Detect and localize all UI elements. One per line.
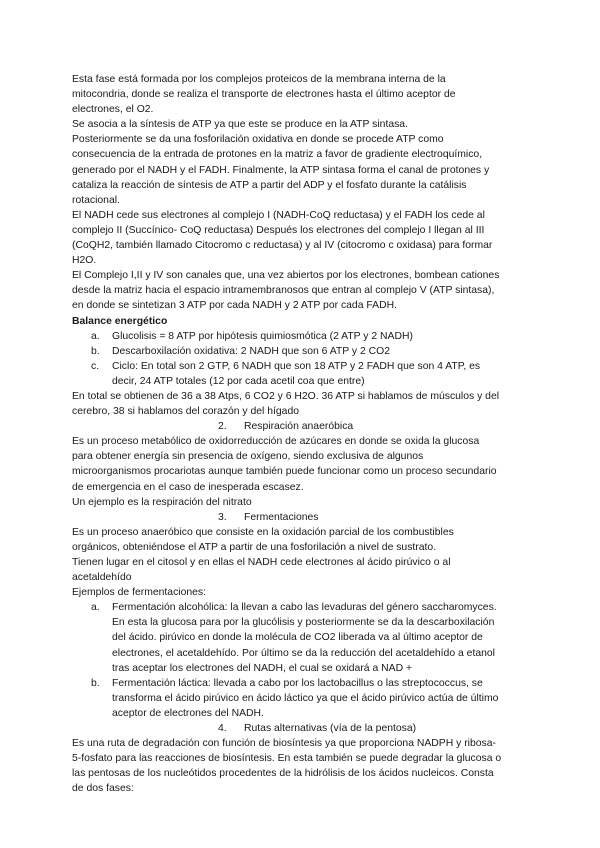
paragraph: Esta fase está formada por los complejos proteicos de la membrana interna de la mitocondria, donde se realiza el transporte de electrones hasta el último aceptor de electrones, el O2. — [72, 74, 456, 116]
list-item — [72, 329, 502, 344]
subsection-heading-anaerobica — [72, 419, 502, 434]
subsection-title: Respiración anaeróbica — [244, 421, 354, 433]
paragraph: Ejemplos de fermentaciones: — [72, 587, 206, 599]
subsection-heading-rutas — [72, 721, 502, 736]
list-item-text: Glucolisis = 8 ATP por hipótesis quimiosmótica (2 ATP y 2 NADH) — [112, 330, 413, 342]
subsection-number: 4. — [218, 723, 227, 735]
paragraph: Se asocia a la síntesis de ATP ya que este se produce en la ATP sintasa. — [72, 119, 408, 131]
list-marker: a. — [91, 602, 100, 614]
list-item-text: Fermentación láctica: llevada a cabo por los lactobacillus o las streptococcus, se transforma el ácido pirúvico en ácido láctico ya que el ácido pirúvico actúa de último aceptor de electrones del NADH. — [112, 677, 499, 719]
list-marker: c. — [91, 360, 100, 372]
paragraph: En total se obtienen de 36 a 38 Atps, 6 CO2 y 6 H2O. 36 ATP si hablamos de músculos y del cerebro, 38 si hablamos del corazón y del hígado — [72, 390, 500, 418]
list-marker: b. — [91, 677, 100, 689]
list-marker: b. — [91, 345, 100, 357]
subsection-number: 2. — [218, 421, 227, 433]
paragraph: Tienen lugar en el citosol y en ellas el NADH cede electrones al ácido pirúvico o al acetaldehído — [72, 557, 451, 584]
list-item-text: Fermentación alcohólica: la llevan a cabo las levaduras del género saccharomyces. En esta la glucosa para por la glucólisis y posteriormente se da la descarboxilación del ácido. pirúvico en donde la molécula de CO2 liberada va al último aceptor de electrones, el acetaldehído. Por último se da la reducción del acetaldehído a etanol tras aceptar los electrones del NADH, el cual se oxidará a NAD + — [112, 602, 497, 674]
document-body — [72, 72, 502, 797]
subsection-number: 3. — [218, 511, 227, 523]
paragraph: Posteriormente se da una fosforilación oxidativa en donde se procede ATP como consecuencia de la entrada de protones en la matriz a favor de gradiente electroquímico, generado por el NADH y el FADH. Finalmente, la ATP sintasa forma el canal de protones y cataliza la reacción de síntesis de ATP a partir del ADP y el fosfato durante la catálisis rotacional. — [72, 134, 490, 206]
list-item — [72, 676, 502, 721]
paragraph: El NADH cede sus electrones al complejo I (NADH-CoQ reductasa) y el FADH los cede al complejo II (Succínico- CoQ reductasa) Después los electrones del complejo I llegan al III (CoQH2, también llamado Citocromo c reductasa) y al IV (citocromo c oxidasa) para formar H2O. — [72, 209, 493, 267]
section-heading-balance: Balance energético — [72, 315, 168, 327]
list-item-text: Ciclo: En total son 2 GTP, 6 NADH que son 18 ATP y 2 FADH que son 4 ATP, es decir, 24 ATP totales (12 por cada acetil coa que entre) — [112, 360, 481, 387]
list-marker: a. — [91, 330, 100, 342]
subsection-title: Rutas alternativas (vía de la pentosa) — [244, 723, 417, 735]
paragraph: Es una ruta de degradación con función de biosíntesis ya que proporciona NADPH y ribosa-5-fosfato para las reacciones de biosíntesis. En esta también se puede degradar la glucosa o las pentosas de los nucleótidos procedentes de la hidrólisis de los ácidos nucleicos. Consta de dos fases: — [72, 738, 502, 795]
subsection-heading-fermentaciones — [72, 510, 502, 525]
list-item — [72, 359, 502, 389]
paragraph: Es un proceso metabólico de oxidorreducción de azúcares en donde se oxida la glucosa para obtener energía sin presencia de oxígeno, siendo exclusiva de algunos microorganismos procariotas aunque también puede funcionar como un proceso secundario de emergencia en el caso de inesperada escasez. — [72, 436, 497, 493]
paragraph: Un ejemplo es la respiración del nitrato — [72, 496, 252, 508]
list-item-text: Descarboxilación oxidativa: 2 NADH que son 6 ATP y 2 CO2 — [112, 345, 390, 357]
paragraph: Es un proceso anaeróbico que consiste en la oxidación parcial de los combustibles orgánicos, obteniéndose el ATP a partir de una fosforilación a nivel de sustrato. — [72, 526, 454, 553]
list-item — [72, 600, 502, 675]
subsection-title: Fermentaciones — [244, 511, 319, 523]
paragraph: El Complejo I,II y IV son canales que, una vez abiertos por los electrones, bombean cationes desde la matriz hacia el espacio intramembranosos que entran al complejo V (ATP sintasa), en donde se sintetizan 3 ATP por cada NADH y 2 ATP por cada FADH. — [72, 270, 500, 312]
list-item — [72, 344, 502, 359]
